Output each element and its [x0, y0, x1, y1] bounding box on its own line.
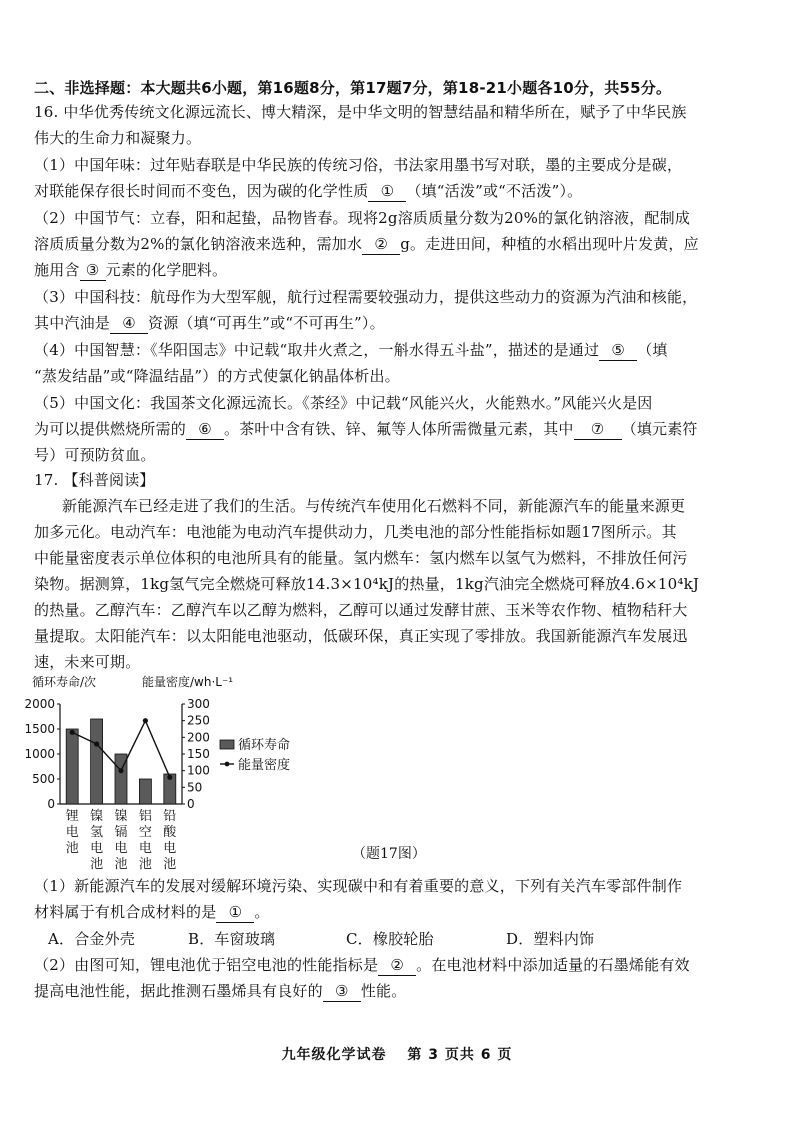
- text: （4）中国智慧：《华阳国志》中记载“取井火煮之，一斛水得五斗盐”，描述的是通过: [34, 341, 600, 359]
- answer-blank-1[interactable]: ①: [368, 181, 406, 202]
- q16-part2-line3: [34, 260, 227, 281]
- text: 提高电池性能，据此推测石墨烯具有良好的: [34, 982, 323, 1000]
- q16-stem-line2: 伟大的生命力和凝聚力。: [34, 129, 202, 147]
- legend-line-label: 能量密度: [238, 758, 291, 773]
- q16-part1-line2: [34, 181, 582, 202]
- answer-blank-2[interactable]: ②: [362, 234, 400, 255]
- energy-density-point-2: [118, 768, 123, 773]
- q16-part2-line2: [34, 234, 699, 255]
- y-tick-label-right: 150: [187, 747, 210, 761]
- bar-1: [91, 719, 103, 804]
- text: 对联能保存很长时间而不变色，因为碳的化学性质: [34, 182, 369, 200]
- category-label-char: 电: [90, 841, 104, 856]
- option-d[interactable]: D．塑料内饰: [506, 930, 595, 948]
- energy-density-point-1: [94, 741, 99, 746]
- y-tick-label-right: 250: [187, 713, 210, 728]
- q17-part2-line1: [34, 955, 690, 976]
- category-label-char: 池: [65, 841, 79, 856]
- bar-0: [66, 729, 78, 804]
- chart-caption: （题17图）: [352, 846, 426, 862]
- text: 。在电池材料中添加适量的石墨烯能有效: [416, 956, 690, 974]
- answer-blank-c3[interactable]: ③: [323, 981, 361, 1002]
- reading-line3: 中能量密度表示单位体积的电池所具有的能量。氢内燃车：氢内燃车以氢气为燃料，不排放任何污: [34, 549, 688, 567]
- category-label-char: 池: [90, 857, 104, 872]
- text: 资源（填“可再生”或“不可再生”）。: [148, 314, 385, 332]
- category-label-char: 空: [138, 825, 152, 840]
- section-heading: 二、非选择题：本大题共6小题，第16题8分，第17题7分，第18-21小题各10分，共55分。: [34, 79, 672, 97]
- answer-blank-c1[interactable]: ①: [216, 902, 254, 923]
- q16-part2-line1: （2）中国节气：立春，阳和起蛰，品物皆春。现将2g溶质质量分数为20%的氯化钠溶液，配制成: [34, 209, 691, 227]
- q16-part5-line3: 号）可预防贫血。: [34, 446, 156, 464]
- option-c[interactable]: C．橡胶轮胎: [346, 930, 434, 948]
- q16-stem-line1: 16. 中华优秀传统文化源远流长、博大精深，是中华文明的智慧结晶和精华所在，赋予了中华民族: [34, 103, 687, 121]
- battery-chart: [24, 672, 330, 872]
- answer-blank-4[interactable]: ④: [110, 313, 148, 334]
- text: 施用含: [34, 261, 80, 279]
- q17-heading: 17. 【科普阅读】: [34, 471, 155, 489]
- category-label-char: 池: [163, 857, 177, 872]
- text: 。: [254, 903, 270, 921]
- bar-3: [139, 779, 151, 804]
- reading-line5: 的热量。乙醇汽车：乙醇汽车以乙醇为燃料，乙醇可以通过发酵甘蔗、玉米等农作物、植物秸秆大: [34, 601, 688, 619]
- legend-bar-swatch: [220, 740, 234, 749]
- legend-bar-label: 循环寿命: [238, 738, 291, 753]
- q17-options: [48, 929, 594, 949]
- text: （填元素符: [621, 420, 698, 438]
- category-label-char: 电: [65, 825, 79, 840]
- q16-part3-line2: [34, 313, 385, 334]
- category-label-char: 电: [163, 841, 177, 856]
- text: g。走进田间，种植的水稻出现叶片发黄，应: [400, 235, 699, 253]
- answer-blank-5[interactable]: ⑤: [599, 340, 637, 361]
- text: 为可以提供燃烧所需的: [34, 420, 187, 438]
- category-label-char: 铅: [163, 809, 177, 824]
- category-label-char: 镍: [90, 809, 104, 824]
- reading-line7: 速，未来可期。: [34, 653, 141, 671]
- answer-blank-3[interactable]: ③: [80, 260, 106, 281]
- text: 元素的化学肥料。: [105, 261, 228, 279]
- q16-part4-line2: “蒸发结晶”或“降温结晶”）的方式使氯化钠晶体析出。: [34, 367, 400, 385]
- text: 性能。: [360, 982, 407, 1000]
- y-tick-label-left: 0: [47, 797, 55, 811]
- option-a[interactable]: A．合金外壳: [48, 930, 136, 948]
- reading-line6: 量提取。太阳能汽车：以太阳能电池驱动，低碳环保，真正实现了零排放。我国新能源汽车发展迅: [34, 627, 688, 645]
- text: 其中汽油是: [34, 314, 111, 332]
- answer-blank-6[interactable]: ⑥: [186, 419, 224, 440]
- option-b[interactable]: B．车窗玻璃: [188, 930, 276, 948]
- q16-part5-line1: （5）中国文化：我国茶文化源远流长。《茶经》中记载“风能兴火，火能熟水。”风能兴火是因: [34, 394, 653, 412]
- reading-line1: 新能源汽车已经走进了我们的生活。与传统汽车使用化石燃料不同，新能源汽车的能量来源更: [62, 497, 686, 515]
- category-label-char: 镉: [114, 825, 128, 840]
- y-axis-left-label: 循环寿命/次: [32, 675, 97, 689]
- y-tick-label-right: 50: [187, 780, 203, 795]
- category-label-char: 池: [138, 857, 152, 872]
- legend-line-dot: [225, 762, 230, 767]
- answer-blank-c2[interactable]: ②: [378, 955, 416, 976]
- reading-line4: 染物。据测算，1kg氢气完全燃烧可释放14.3×10⁴kJ的热量，1kg汽油完全燃烧可释放4.6×10⁴kJ: [34, 575, 700, 593]
- text: 材料属于有机合成材料的是: [34, 903, 217, 921]
- category-label-char: 镍: [114, 809, 128, 824]
- reading-line2: 加多元化。电动汽车：电池能为电动汽车提供动力，几类电池的部分性能指标如题17图所示。其: [34, 523, 677, 541]
- y-tick-label-right: 100: [187, 763, 210, 778]
- text: （2）由图可知，锂电池优于铝空电池的性能指标是: [34, 956, 379, 974]
- q17-part2-line2: [34, 981, 406, 1002]
- q16-part5-line2: [34, 419, 698, 440]
- q16-part4-line1: [34, 340, 668, 361]
- y-tick-label-left: 1000: [24, 747, 55, 761]
- y-tick-label-left: 2000: [24, 697, 55, 711]
- page-footer: 九年级化学试卷 第 3 页共 6 页: [281, 1047, 513, 1063]
- category-label-char: 酸: [163, 825, 177, 840]
- y-tick-label-right: 0: [187, 797, 195, 811]
- energy-density-point-4: [167, 775, 172, 780]
- energy-density-point-0: [70, 730, 75, 735]
- category-label-char: 氢: [90, 825, 104, 840]
- answer-blank-7[interactable]: ⑦: [574, 419, 622, 440]
- text: 溶质质量分数为2%的氯化钠溶液来选种，需加水: [34, 235, 363, 253]
- y-tick-label-left: 500: [32, 772, 55, 786]
- category-label-char: 电: [114, 841, 128, 856]
- text: 。茶叶中含有铁、锌、氟等人体所需微量元素，其中: [224, 420, 574, 438]
- category-label-char: 锂: [65, 809, 79, 824]
- q16-part1-line1: （1）中国年味：过年贴春联是中华民族的传统习俗，书法家用墨书写对联，墨的主要成分是碳，: [34, 156, 683, 174]
- y-axis-right-label: 能量密度/wh·L⁻¹: [142, 675, 234, 689]
- y-tick-label-right: 300: [187, 697, 210, 711]
- q17-part1-line2: [34, 902, 270, 923]
- y-tick-label-right: 200: [187, 730, 210, 745]
- y-tick-label-left: 1500: [24, 722, 55, 736]
- text: （填: [637, 341, 668, 359]
- q16-part3-line1: （3）中国科技：航母作为大型军舰，航行过程需要较强动力，提供这些动力的资源为汽油和核能，: [34, 288, 698, 306]
- category-label-char: 电: [138, 841, 152, 856]
- q17-part1-line1: （1）新能源汽车的发展对缓解环境污染、实现碳中和有着重要的意义，下列有关汽车零部件制作: [34, 877, 683, 895]
- category-label-char: 铝: [138, 809, 152, 824]
- text: （填“活泼”或“不活泼”）。: [406, 182, 583, 200]
- category-label-char: 池: [114, 857, 128, 872]
- energy-density-point-3: [143, 718, 148, 723]
